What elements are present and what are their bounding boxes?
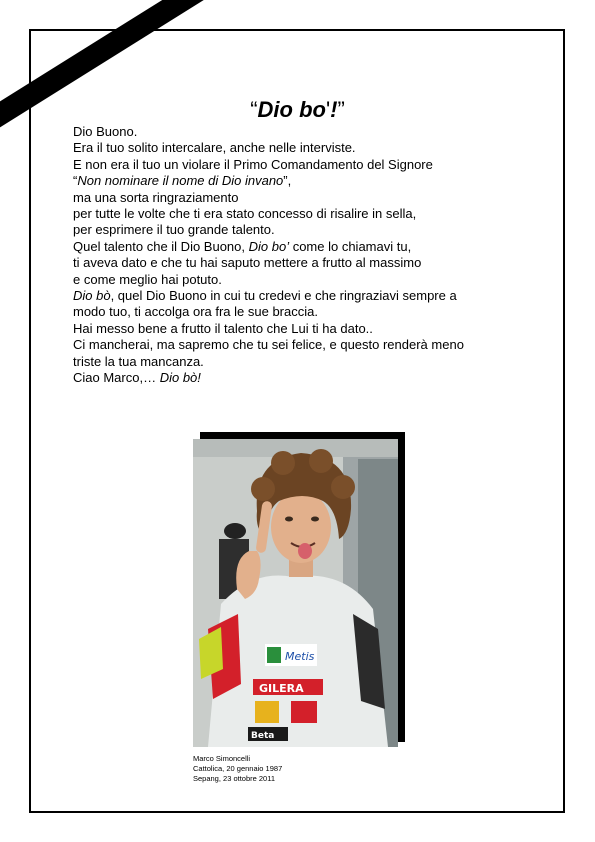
text-segment: Dio bo’ [248,238,290,254]
text-segment: E non era il tuo un violare il Primo Comandamento del Signore [73,156,433,172]
text-line [73,239,543,255]
text-segment: , quel Dio Buono in cui tu credevi e che ringraziavi sempre a [110,288,457,304]
title-main: Dio bo [257,97,326,122]
caption-name: Marco Simoncelli [193,754,251,763]
text-line [73,304,543,320]
text-segment: ma una sorta ringraziamento [73,189,239,205]
page-title [0,96,595,124]
text-segment: triste la tua mancanza. [73,353,204,369]
text-segment: Era il tuo solito intercalare, anche nelle interviste. [73,140,356,156]
text-segment: modo tuo, ti accolga ora fra le sue braccia. [73,304,318,320]
text-line [73,140,543,156]
text-line [73,206,543,222]
text-segment: Ci mancherai, ma sapremo che tu sei felice, e questo renderà meno [73,337,464,353]
text-line [73,337,543,353]
text-segment: Quel talento che il Dio Buono, [73,238,249,254]
text-line [73,255,543,271]
text-segment: ”, [283,173,292,189]
text-segment: Non nominare il nome di Dio invano [77,173,284,189]
text-line [73,370,543,386]
text-line [73,124,543,140]
title-close-quote: ” [337,97,345,122]
title-apostrophe: ' [325,97,331,122]
suit-logo-beta: Beta [251,731,275,741]
text-segment: come lo chiamavi tu, [289,238,412,254]
text-line [73,190,543,206]
text-segment: e come meglio hai potuto. [73,271,222,287]
text-line [73,272,543,288]
photo-caption [193,754,282,784]
suit-logo-metis: Metis [285,650,315,663]
text-line [73,222,543,238]
rider-portrait-image [193,439,398,747]
text-line [73,321,543,337]
text-segment: Dio bò [73,288,111,304]
text-segment: Dio bò! [159,370,201,386]
text-segment: per tutte le volte che ti era stato concesso di risalire in sella, [73,206,417,222]
title-exclaim: ! [330,97,338,122]
title-open-quote: “ [250,97,258,122]
caption-died: Sepang, 23 ottobre 2011 [193,774,276,783]
tribute-text [73,124,543,387]
text-segment: “ [73,173,78,189]
suit-logo-gilera: GILERA [259,682,304,695]
text-line [73,173,543,189]
caption-born: Cattolica, 20 gennaio 1987 [193,764,283,773]
rider-photo [193,439,398,747]
text-segment: per esprimere il tuo grande talento. [73,222,275,238]
text-segment: Hai messo bene a frutto il talento che Lui ti ha dato.. [73,320,373,336]
text-line [73,157,543,173]
text-segment: ti aveva dato e che tu hai saputo mettere a frutto al massimo [73,255,422,271]
text-line [73,288,543,304]
text-segment: Dio Buono. [73,124,138,139]
text-line [73,354,543,370]
text-segment: Ciao Marco,… [73,370,160,386]
